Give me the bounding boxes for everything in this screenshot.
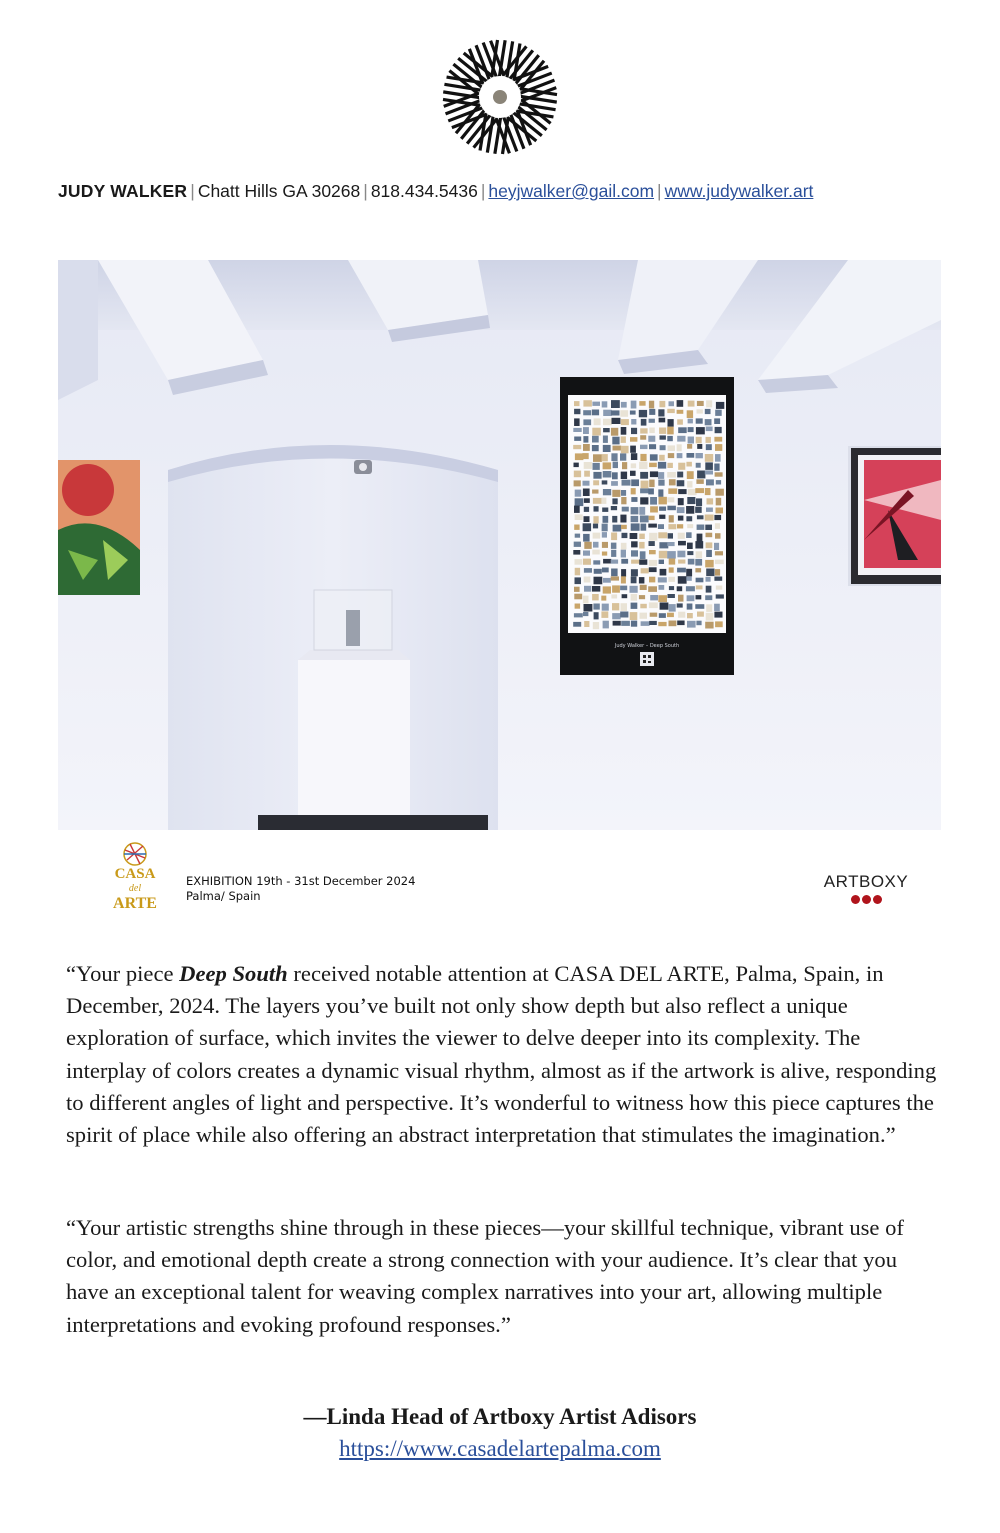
email-link[interactable]: heyjwalker@gail.com bbox=[488, 181, 655, 201]
left-painting bbox=[58, 460, 140, 595]
exhibition-location: Palma/ Spain bbox=[186, 889, 261, 903]
separator: | bbox=[190, 181, 195, 201]
website-link[interactable]: www.judywalker.art bbox=[664, 181, 814, 201]
artist-logo-icon bbox=[441, 38, 559, 156]
gallery-photo bbox=[58, 260, 941, 830]
testimonial-quote-1: “Your piece Deep South received notable attention at CASA DEL ARTE, Palma, Spain, in December, 2024. The layers you’ve built not only show depth but also reflect a unique exploration of surface, which invites the viewer to delve deeper into its complexity. The interplay of colors creates a dynamic visual rhythm, almost as if the artwork is alive, responding to different angles of light and perspective. It’s wonderful to witness how this piece captures the spirit of place while also offering an abstract interpretation that stimulates the imagination.” bbox=[66, 961, 937, 1148]
artboxy-wordmark: ARTBOXY bbox=[823, 872, 909, 891]
pedestal bbox=[298, 660, 410, 830]
svg-text:ARTE: ARTE bbox=[113, 895, 157, 912]
separator: | bbox=[657, 181, 662, 201]
qr-code-icon bbox=[640, 652, 654, 666]
svg-text:del: del bbox=[128, 883, 142, 894]
artwork-placard: Judy Walker – Deep South bbox=[614, 643, 680, 649]
artboxy-logo bbox=[816, 872, 916, 912]
artboxy-dot-icon bbox=[851, 895, 860, 904]
deep-south-artwork-display bbox=[560, 377, 734, 675]
separator: | bbox=[363, 181, 368, 201]
sculpture bbox=[346, 610, 360, 646]
artist-name: JUDY WALKER bbox=[58, 181, 188, 201]
separator: | bbox=[480, 181, 486, 201]
testimonial-quote-2: “Your artistic strengths shine through in these pieces—your skillful technique, vibrant use of color, and emotional depth create a strong connection with your audience. It’s clear that you have an exceptional talent for weaving complex narratives into your art, allowing multiple interpretations and evoking profound responses.” bbox=[66, 1215, 904, 1337]
casa-del-arte-logo bbox=[106, 840, 164, 912]
artboxy-dot-icon bbox=[873, 895, 882, 904]
artist-location: Chatt Hills GA 30268 bbox=[197, 181, 361, 201]
casa-del-arte-link[interactable]: https://www.casadelartepalma.com bbox=[339, 1436, 661, 1461]
artboxy-dot-icon bbox=[862, 895, 871, 904]
artist-phone: 818.434.5436 bbox=[370, 181, 478, 201]
artwork-title: Deep South bbox=[179, 961, 288, 986]
right-painting bbox=[848, 446, 941, 586]
exhibition-dates: EXHIBITION 19th - 31st December 2024 bbox=[186, 874, 416, 888]
contact-line bbox=[58, 181, 942, 202]
quote-attribution: —Linda Head of Artboxy Artist Adisors bbox=[303, 1404, 697, 1429]
exhibition-info bbox=[186, 874, 415, 904]
svg-text:CASA: CASA bbox=[114, 866, 156, 882]
